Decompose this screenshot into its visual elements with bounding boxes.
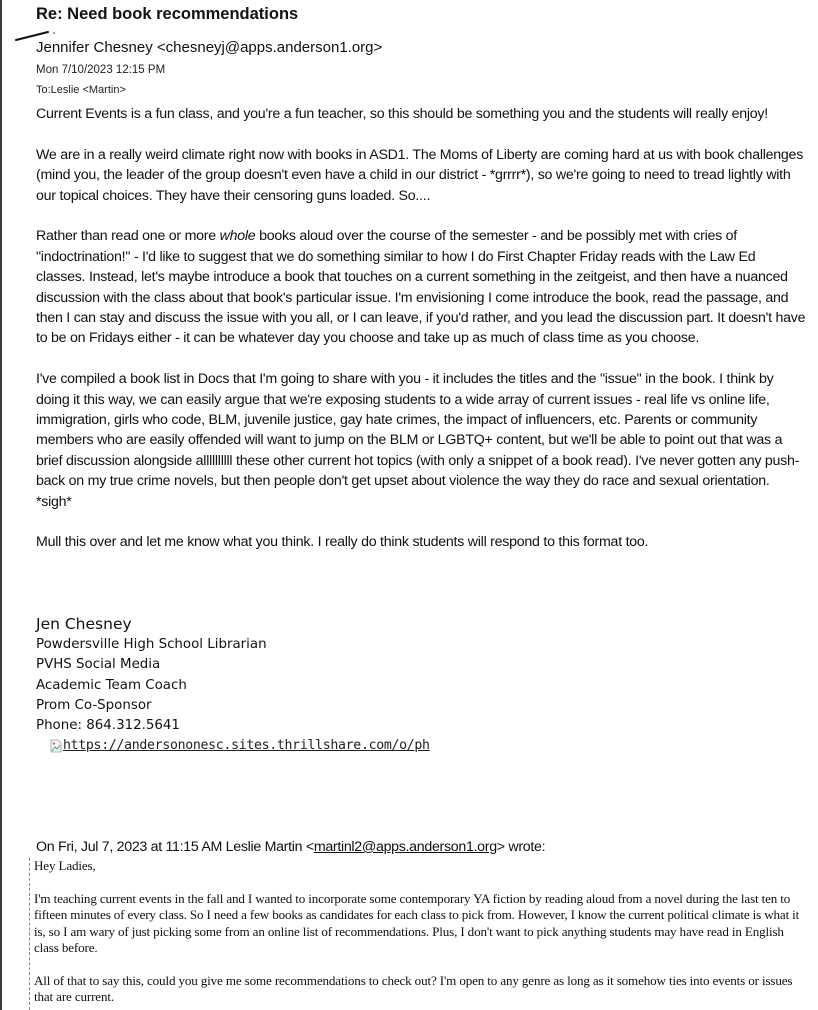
body-paragraph-4: I've compiled a book list in Docs that I'm going to share with you - it includes the titles and the "issue" in the book. I think by doing it this way, we can easily argue that we're exposing students to a wide array of current issues - real life vs online life, immigration, girls who code, BLM, juvenile justice, gay hate crimes, the impact of influencers, etc. Parents or community members who are easily offended will want to jump on the BLM or LGBTQ+ content, but we'll be able to point out that was a brief discussion alongside allllllllll these other current hot topics (with only a snippet of a book read). I've never gotten any push-back on my true crime novels, but then people don't get upset about violence the way they do race and sexual orientation. *sigh* <box>36 371 800 510</box>
quote-header-suffix: > wrote: <box>496 839 546 855</box>
signature-role-coach: Academic Team Coach <box>36 677 187 693</box>
email-subject: Re: Need book recommendations <box>36 5 299 23</box>
quoted-message-header <box>36 839 545 855</box>
quoted-message <box>29 858 804 1010</box>
signature-role-social-media: PVHS Social Media <box>36 657 161 673</box>
body-paragraph-5: Mull this over and let me know what you think. I really do think students will respond to this format too. <box>36 534 649 551</box>
email-date: Mon 7/10/2023 12:15 PM <box>36 64 166 76</box>
signature-title: Powdersville High School Librarian <box>36 637 267 652</box>
quoted-sender-email-link[interactable]: martinl2@apps.anderson1.org <box>313 839 497 855</box>
email-body <box>36 104 806 573</box>
quoted-paragraph-1: I'm teaching current events in the fall and I wanted to incorporate some contemporary YA fiction by reading aloud from a novel during the last ten to fifteen minutes of every class. So I need a few books as candidates for each class to pick from. However, I know the current political climate is what it is, so I am wary of just picking some from an online list of recommendations. Plus, I don't want to pick anything students may have read in English class before. <box>34 890 800 956</box>
signature-link-row[interactable] <box>50 736 430 756</box>
p3-text-after: books aloud over the course of the semester - and be possibly met with cries of "indoctrination!" - I'd like to suggest that we do something similar to how I do First Chapter Friday reads with the Law Ed classes. Instead, let's maybe introduce a book that touches on a current something in the zeitgeist, and then have a nuanced discussion with the class about that book's particular issue. I'm envisioning I come introduce the book, read the passage, and then I can stay and discuss the issue with you all, or I can leave, if you'd rather, and you lead the discussion part. It doesn't have to be on Fridays either - it can be whatever day you choose and take up as much of class time as you choose. <box>36 228 806 347</box>
signature-website-link[interactable]: https://andersononesc.sites.thrillshare.com/o/ph <box>63 738 430 754</box>
email-signature <box>36 613 430 756</box>
quote-header-prefix: On Fri, Jul 7, 2023 at 11:15 AM Leslie Martin < <box>36 839 314 855</box>
quoted-paragraph-2: All of that to say this, could you give me some recommendations to check out? I'm open to any genre as long as it somehow ties into events or issues that are current. <box>34 972 793 1005</box>
body-paragraph-1: Current Events is a fun class, and you're a fun teacher, so this should be something you and the students will really enjoy! <box>36 106 768 122</box>
p3-emphasis: whole <box>219 228 256 245</box>
signature-name: Jen Chesney <box>36 615 132 633</box>
body-paragraph-3 <box>36 226 806 348</box>
signature-phone: Phone: 864.312.5641 <box>36 718 180 734</box>
page-left-border <box>0 0 2 1010</box>
quoted-greeting: Hey Ladies, <box>34 858 96 873</box>
p3-text-before: Rather than read one or more <box>36 228 220 245</box>
broken-image-icon <box>50 739 62 753</box>
body-paragraph-2: We are in a really weird climate right now with books in ASD1. The Moms of Liberty are coming hard at us with book challenges (mind you, the leader of the group doesn't even have a child in our district - *grrrr*), so we're going to need to tread lightly with our topical choices. They have their censoring guns loaded. So.... <box>36 146 804 204</box>
signature-role-prom: Prom Co-Sponsor <box>36 697 152 713</box>
email-sender: Jennifer Chesney <chesneyj@apps.anderson1.org> <box>36 39 383 56</box>
email-recipient: To:Leslie <Martin> <box>36 84 126 96</box>
